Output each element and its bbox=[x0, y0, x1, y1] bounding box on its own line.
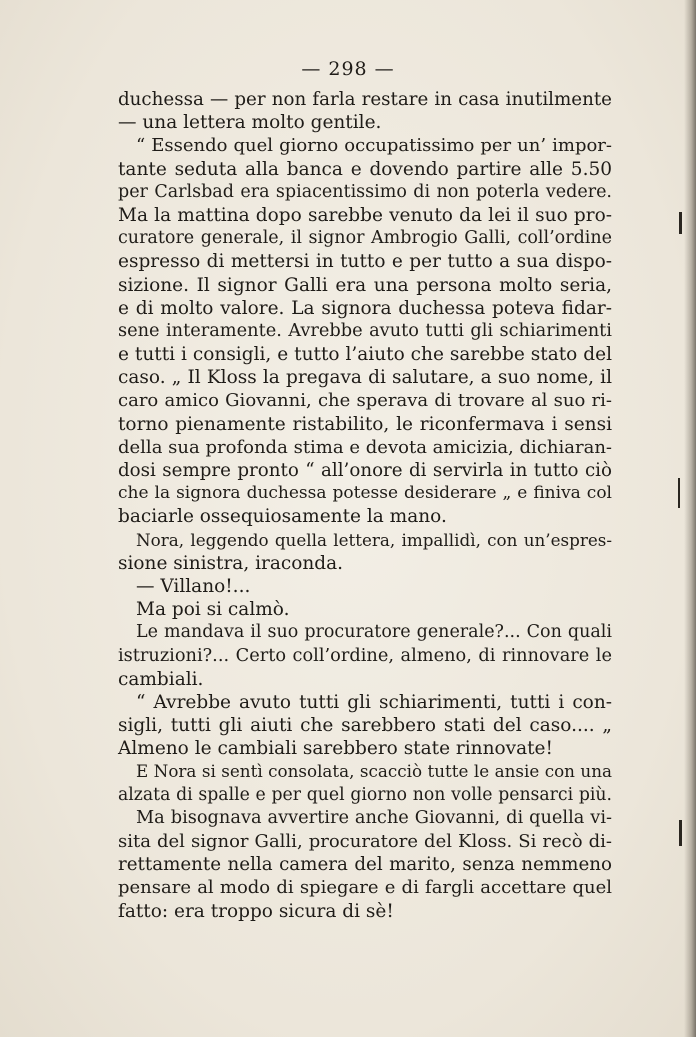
text-line: Nora, leggendo quella lettera, impallidì, con un’espres- bbox=[136, 529, 612, 550]
text-line: “ Avrebbe avuto tutti gli schiarimenti, tutti i con- bbox=[136, 691, 612, 713]
text-line: “ Essendo quel giorno occupatissimo per un’ impor- bbox=[136, 135, 612, 157]
margin-mark bbox=[679, 820, 682, 846]
text-line: che la signora duchessa potesse desiderare „ e finiva col bbox=[118, 483, 612, 504]
page-number: — 298 — bbox=[301, 58, 395, 80]
text-line: torno pienamente ristabilito, le riconfermava i sensi bbox=[118, 413, 612, 435]
text-line: caro amico Giovanni, che sperava di trovare al suo ri- bbox=[118, 390, 612, 412]
text-line: rettamente nella camera del marito, senza nemmeno bbox=[118, 854, 612, 876]
text-line: cambiali. bbox=[118, 668, 204, 690]
text-line: Ma bisognava avvertire anche Giovanni, di quella vi- bbox=[136, 807, 612, 828]
margin-mark bbox=[678, 478, 680, 508]
text-line: sione sinistra, iraconda. bbox=[118, 552, 344, 574]
text-line: e tutti i consigli, e tutto l’aiuto che sarebbe stato del bbox=[118, 344, 612, 366]
text-line: espresso di mettersi in tutto e per tutto a sua dispo- bbox=[118, 251, 612, 273]
text-line: duchessa — per non farla restare in casa inutilmente bbox=[118, 89, 612, 110]
text-line: caso. „ Il Kloss la pregava di salutare, a suo nome, il bbox=[118, 367, 612, 389]
text-line: alzata di spalle e per quel giorno non volle pensarci più. bbox=[118, 784, 612, 805]
text-line: per Carlsbad era spiacentissimo di non poterla vedere. bbox=[118, 181, 612, 202]
text-line: sita del signor Galli, procuratore del Kloss. Si recò di- bbox=[118, 831, 612, 852]
text-line: tante seduta alla banca e dovendo partire alle 5.50 bbox=[118, 158, 612, 180]
text-line: Le mandava il suo procuratore generale?... Con quali bbox=[136, 622, 612, 643]
text-line: della sua profonda stima e devota amicizia, dichiaran- bbox=[118, 436, 612, 458]
text-line: istruzioni?... Certo coll’ordine, almeno, di rinnovare le bbox=[118, 645, 612, 666]
body-text bbox=[118, 88, 612, 923]
text-line: sizione. Il signor Galli era una persona molto seria, bbox=[118, 274, 612, 296]
text-line: sene interamente. Avrebbe avuto tutti gli schiarimenti bbox=[118, 320, 612, 341]
text-line: — una lettera molto gentile. bbox=[118, 112, 382, 134]
text-line: sigli, tutti gli aiuti che sarebbero stati del caso.... „ bbox=[118, 715, 612, 737]
text-line: baciarle ossequiosamente la mano. bbox=[118, 506, 447, 528]
text-line: dosi sempre pronto “ all’onore di servirla in tutto ciò bbox=[118, 460, 612, 481]
page-edge-shadow bbox=[684, 0, 696, 1037]
text-line: curatore generale, il signor Ambrogio Galli, coll’ordine bbox=[118, 228, 612, 249]
text-line: — Villano!... bbox=[136, 575, 251, 597]
text-line: E Nora si sentì consolata, scacciò tutte le ansie con una bbox=[136, 761, 612, 782]
text-line: pensare al modo di spiegare e di fargli accettare quel bbox=[118, 877, 612, 899]
text-line: Ma la mattina dopo sarebbe venuto da lei il suo pro- bbox=[118, 204, 612, 226]
text-line: fatto: era troppo sicura di sè! bbox=[118, 900, 394, 922]
text-line: e di molto valore. La signora duchessa poteva fidar- bbox=[118, 297, 612, 319]
margin-mark bbox=[679, 212, 682, 234]
text-line: Ma poi si calmò. bbox=[136, 599, 290, 621]
text-line: Almeno le cambiali sarebbero state rinnovate! bbox=[118, 738, 553, 760]
